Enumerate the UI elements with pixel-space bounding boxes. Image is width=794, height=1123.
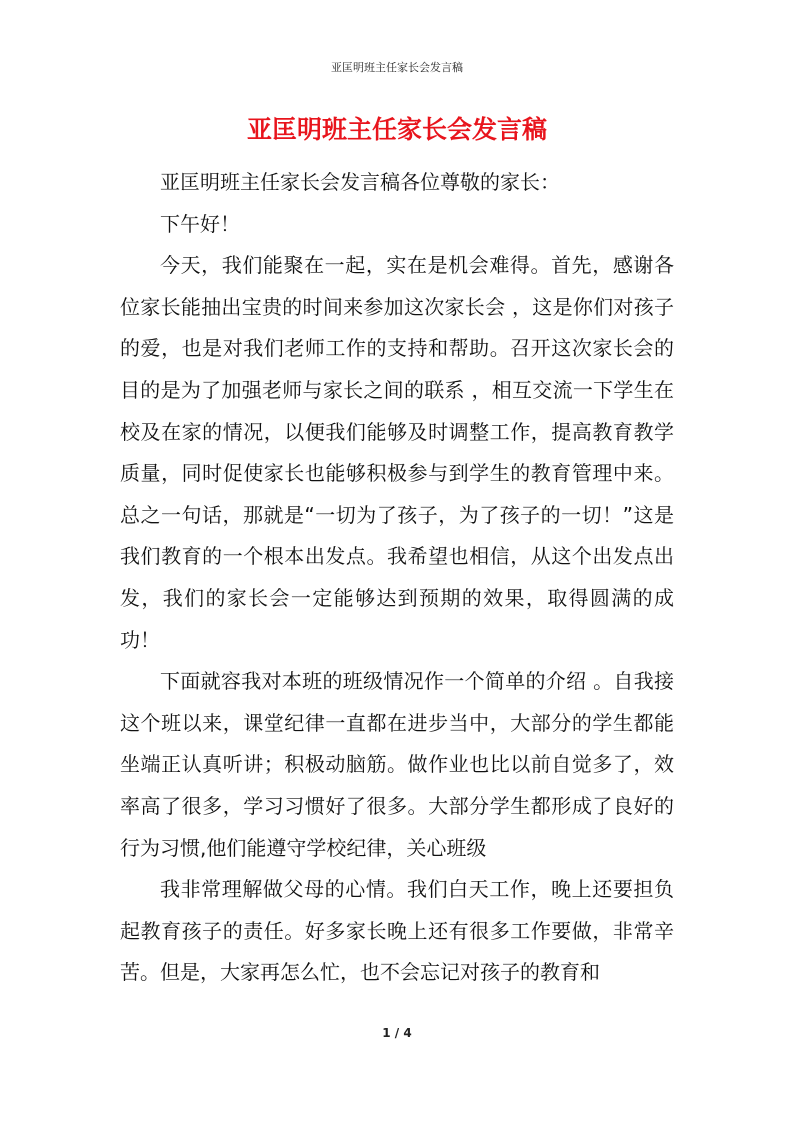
body-paragraph-parents: 我非常理解做父母的心情。我们白天工作，晚上还要担负起教育孩子的责任。好多家长晚上还有很多工作要做，非常辛苦。但是，大家再怎么忙，也不会忘记对孩子的教育和 xyxy=(120,877,674,985)
document-body xyxy=(120,162,674,994)
salutation-paragraph: 下午好！ xyxy=(160,211,240,236)
document-title: 亚匡明班主任家长会发言稿 xyxy=(246,115,547,144)
body-paragraph-intro: 今天，我们能聚在一起，实在是机会难得。首先，感谢各位家长能抽出宝贵的时间来参加这次家长会 ，这是你们对孩子的爱，也是对我们老师工作的支持和帮助。召开这次家长会的目的是为了加强老师与家长之间的联系 ，相互交流一下学生在校及在家的情况，以便我们能够及时调整工作，提高教育教学质量，同时促使家长也能够积极参与到学生的教育管理中来。总之一句话，那就是“一切为了孩子，为了孩子的一切！”这是我们教育的一个根本出发点。我希望也相信，从这个出发点出发，我们的家长会一定能够达到预期的效果，取得圆满的成功！ xyxy=(120,253,674,652)
page-number: 1 / 4 xyxy=(382,1026,412,1040)
running-header: 亚匡明班主任家长会发言稿 xyxy=(331,61,463,74)
greeting-paragraph: 亚匡明班主任家长会发言稿各位尊敬的家长： xyxy=(160,170,560,194)
body-paragraph-class-situation: 下面就容我对本班的班级情况作一个简单的介绍 。自我接这个班以来，课堂纪律一直都在进步当中，大部分的学生都能坐端正认真听讲；积极动脑筋。做作业也比以前自觉多了，效率高了很多，学习习惯好了很多。大部分学生都形成了良好的行为习惯,他们能遵守学校纪律，关心班级 xyxy=(120,669,674,860)
